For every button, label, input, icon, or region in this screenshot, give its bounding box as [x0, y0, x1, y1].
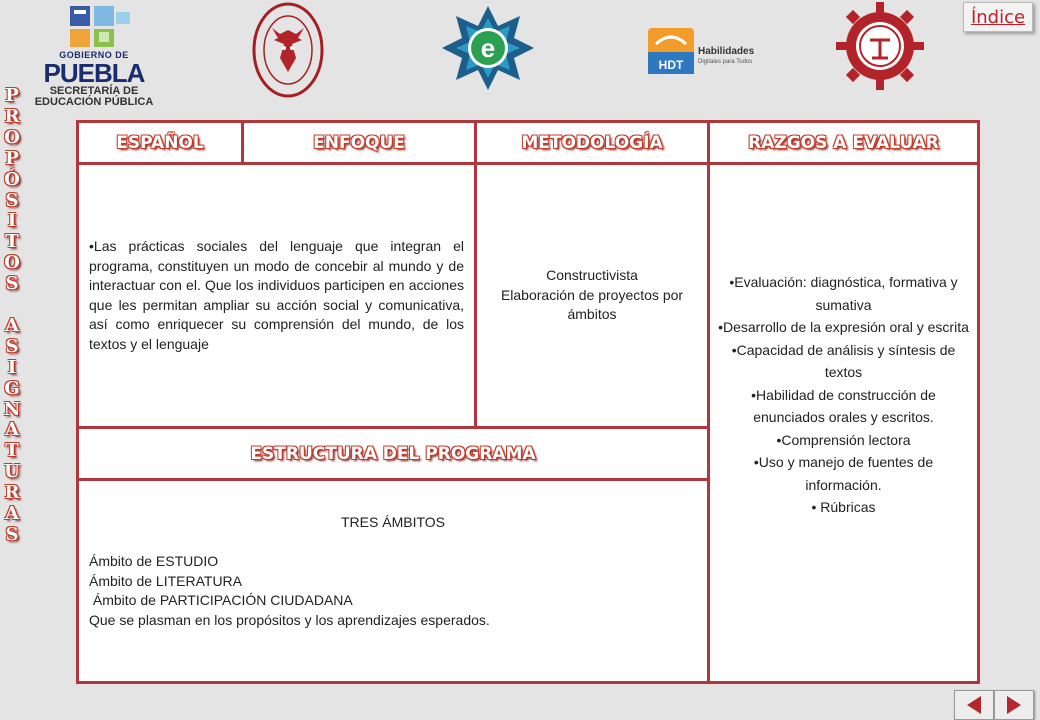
previous-arrow-icon	[963, 694, 985, 716]
traits-cell	[710, 165, 977, 681]
vertical-title-letter: P	[5, 147, 19, 169]
svg-text:e: e	[480, 33, 496, 63]
next-button[interactable]	[994, 690, 1034, 720]
vertical-title-propositos-asignaturas	[0, 86, 24, 546]
content-table	[76, 120, 980, 684]
previous-button[interactable]	[954, 690, 994, 720]
vertical-title-letter: A	[5, 503, 19, 525]
header-structure-text: ESTRUCTURA DEL PROGRAMA	[250, 443, 536, 464]
approach-cell	[79, 165, 477, 429]
structure-cell	[79, 481, 710, 681]
vertical-title-letter: N	[3, 398, 21, 420]
vertical-title-letter: U	[4, 461, 20, 483]
hdt-label: Habilidades	[698, 46, 755, 57]
approach-text: •Las prácticas sociales del lenguaje que integran el programa, constituyen un modo de concebir al mundo y de interactuar con el. Que los individuos participen en acciones que les permitan ampliar su acción social y comunicativa, así como enriquecer su comprensión del mundo, de los textos y el lenguaje	[89, 238, 464, 352]
vertical-title-letter: A	[5, 419, 19, 441]
structure-line-1: Ámbito de ESTUDIO	[89, 553, 219, 569]
structure-line-4: Que se plasman en los propósitos y los aprendizajes esperados.	[89, 611, 490, 628]
est-deer-seal-logo	[250, 0, 326, 100]
sep-line-2: EDUCACIÓN PÚBLICA	[34, 96, 154, 108]
e-star-logo	[440, 4, 536, 92]
trait-3: •Capacidad de análisis y síntesis de textos	[731, 341, 956, 381]
trait-1: •Evaluación: diagnóstica, formativa y sumativa	[729, 274, 958, 313]
vertical-title-letter: A	[5, 314, 19, 336]
vertical-title-letter: G	[4, 377, 20, 399]
structure-line-3: Ámbito de PARTICIPACIÓN CIUDADANA	[89, 592, 353, 608]
structure-title: TRES ÁMBITOS	[341, 514, 445, 530]
hdt-badge: HDT	[658, 58, 684, 72]
header-methodology-text: METODOLOGÍA	[521, 132, 663, 153]
vertical-title-letter: S	[5, 524, 19, 546]
vertical-title-letter: S	[5, 189, 19, 211]
hdt-sub: Digitales para Todos	[698, 59, 753, 65]
vertical-title-letter: O	[4, 252, 20, 274]
vertical-title-letter: T	[5, 440, 19, 462]
vertical-title-letter: T	[5, 231, 19, 253]
next-arrow-icon	[1003, 694, 1025, 716]
methodology-line-2: Elaboración de proyectos por ámbitos	[500, 286, 684, 323]
header-approach	[244, 123, 477, 165]
gear-school-logo	[832, 0, 928, 92]
vertical-title-letter: R	[4, 105, 20, 127]
trait-2: •Desarrollo de la expresión oral y escrita	[718, 319, 969, 336]
header-methodology	[477, 123, 710, 165]
methodology-cell	[477, 165, 710, 429]
header-structure	[79, 429, 710, 481]
vertical-title-letter: S	[5, 335, 19, 357]
hdt-logo	[648, 28, 770, 76]
header-approach-text: ENFOQUE	[313, 132, 405, 153]
trait-7: • Rúbricas	[811, 499, 876, 516]
puebla-sep-logo	[30, 4, 158, 108]
vertical-title-letter: I	[7, 210, 17, 232]
vertical-title-letter: S	[5, 273, 19, 295]
trait-6: •Uso y manejo de fuentes de información.	[753, 454, 934, 493]
trait-4: •Habilidad de construcción de enunciados orales y escritos.	[751, 386, 936, 426]
structure-line-2: Ámbito de LITERATURA	[89, 572, 243, 589]
header-traits	[710, 123, 977, 165]
vertical-title-letter: Ó	[4, 168, 20, 190]
puebla-main-text: PUEBLA	[43, 58, 145, 88]
header-subject-text: ESPAÑOL	[116, 132, 204, 153]
methodology-line-1: Constructivista	[546, 267, 638, 284]
sep-line-1: SECRETARÍA DE	[49, 85, 139, 97]
vertical-title-letter: I	[7, 356, 17, 378]
vertical-title-letter: R	[4, 482, 20, 504]
header-subject	[79, 123, 244, 165]
vertical-title-letter: O	[4, 126, 20, 148]
trait-5: •Comprensión lectora	[776, 431, 911, 448]
index-button[interactable]	[963, 2, 1033, 32]
vertical-title-letter: P	[5, 85, 19, 106]
header-traits-text: RAZGOS A EVALUAR	[748, 132, 939, 153]
puebla-small-text: GOBIERNO DE	[59, 50, 129, 60]
index-button-label: Índice	[970, 6, 1026, 28]
